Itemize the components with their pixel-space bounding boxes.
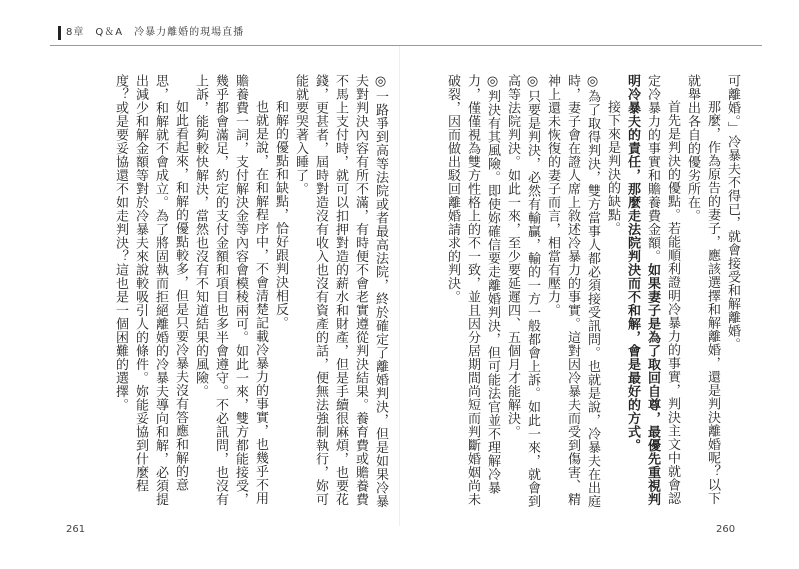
bullet-paragraph: ◎判決有其風險。即使妳確信要走離婚判決，但可能法官並不理解冷暴力，僅僅視為雙方性格上的不一致，並且因分居期間尚短而判斷婚姻尚未破裂，因而做出駁回離婚請求的判決。 [445,74,500,506]
right-page-text [412,74,742,514]
page-gutter [399,46,400,526]
paragraph: 可離婚。」冷暴夫不得已，就會接受和解離婚。 [725,74,740,351]
bullet-paragraph: ◎一路爭到高等法院或者最高法院，終於確定了離婚判決，但是如果冷暴夫對判決內容有所不滿，有時便不會老實遵從判決結果。養育費或贍養費不馬上支付時，就可以扣押對造的薪水和財產，但是手續很麻煩，也要花錢，更甚者，屆時對造沒有收入也沒有資產的話，便無法強制執行，妳可能就要哭著入睡了。 [293,74,388,508]
paragraph: 和解的優點和缺點，恰好跟判決相反。 [273,100,288,330]
paragraph-text: 首先是判決的優點。若能順利證明冷暴力的事實，判決主文中就會認定冷暴力的事實和贍養費金額。 [645,74,680,505]
chapter-header: 8章 Q＆A 冷暴力離婚的現場直播 [66,27,245,38]
paragraph: 那麼，作為原告的妻子，應該選擇和解離婚，還是判決離婚呢？以下就舉出各自的優劣所在。 [685,74,720,505]
page-number-left: 261 [66,524,86,535]
bullet-paragraph: ◎為了取得判決，雙方當事人都必須接受訊問。也就是說，冷暴夫在出庭時，妻子會在證人席上敘述冷暴力的事實。這對因冷暴夫而受到傷害、精神上還未恢復的妻子而言，相當有壓力。 [545,74,600,508]
paragraph: 如此看起來，和解的優點較多，但是只要冷暴夫沒有答應和解的意思，和解就不會成立。為了將固執而拒絕離婚的冷暴夫導向和解，必須提出減少和解金額等對於冷暴夫來說較吸引人的條件。妳能妥協到什麼程度？或是要妥協還不如走判決？這也是一個困難的選擇。 [113,74,188,506]
bullet-paragraph: ◎只要是判決，必然有輸贏，輸的一方一般都會上訴。如此一來，就會到高等法院判決。如此一來，至少要延遲四、五個月才能解決。 [505,74,540,508]
left-page-text [60,74,390,514]
page-number-right: 260 [716,524,736,535]
paragraph: 也就是說，在和解程序中，不會清楚記載冷暴力的事實，也幾乎不用贍養費一詞，支付解決金等內容會模稜兩可。如此一來，雙方都能接受，幾乎都會滿足，約定的支付金額和項目也多半會遵守。不必訊問，也沒有上訴，能夠較快解決，當然也沒有不知道結果的風險。 [193,74,268,506]
paragraph [622,74,682,514]
header-rule [50,45,762,46]
paragraph: 接下來是判決的缺點。 [605,100,620,235]
emphasis-text: 如果妻子是為了取回自尊，最優先重視判明冷暴夫的責任，那麼走法院判決而不和解，會是最好的方式。 [625,74,660,506]
header-marker [58,26,61,40]
